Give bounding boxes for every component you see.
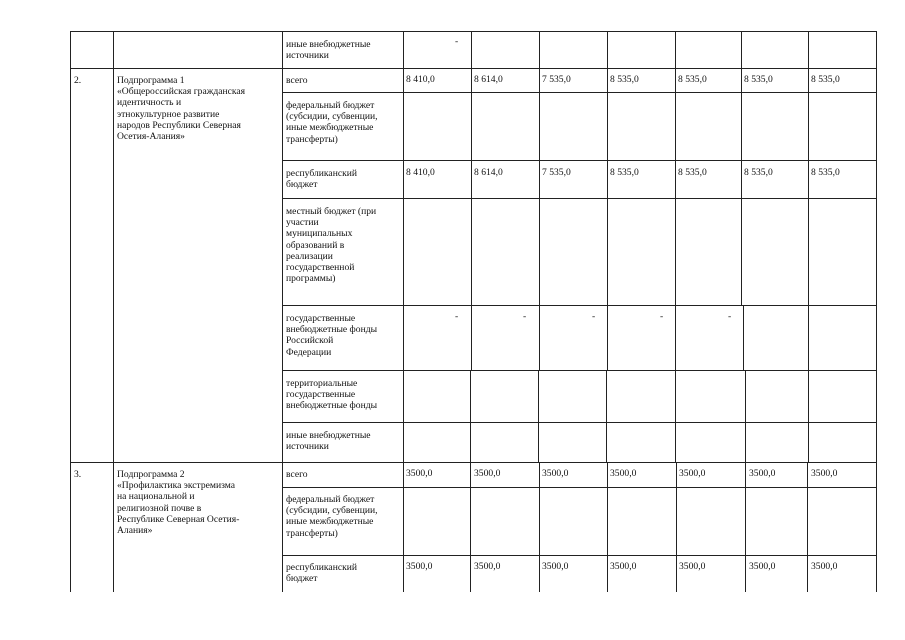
value-cell: 8 410,0 [406, 167, 435, 178]
row-number: 2. [74, 75, 82, 86]
value-cell: 8 410,0 [406, 74, 435, 85]
row-divider [282, 92, 876, 93]
value-cell: 8 535,0 [811, 167, 840, 178]
value-cell: 8 535,0 [610, 167, 639, 178]
column-divider [743, 305, 744, 370]
value-cell: 8 614,0 [474, 74, 503, 85]
value-cell: 3500,0 [542, 561, 569, 572]
source-label: республиканский бюджет [286, 562, 358, 585]
row-divider [282, 305, 876, 306]
value-cell: 8 535,0 [678, 167, 707, 178]
subprogram-name: Подпрограмма 2 «Профилактика экстремизма на национальной и религиозной почве в Республике Северная Осетия- Алания» [117, 469, 240, 537]
value-dash: - [592, 311, 596, 322]
value-dash: - [455, 36, 459, 47]
column-divider [676, 462, 677, 592]
row-divider [70, 68, 876, 69]
table-top-border [70, 31, 876, 32]
value-cell: 3500,0 [811, 561, 838, 572]
source-label: территориальные государственные внебюджетные фонды [286, 378, 378, 412]
value-dash: - [523, 311, 527, 322]
column-divider [606, 370, 607, 462]
source-label: федеральный бюджет (субсидии, субвенции, иные межбюджетные трансферты) [286, 100, 378, 145]
row-divider [282, 422, 876, 423]
row-divider [282, 555, 876, 556]
value-cell: 7 535,0 [542, 74, 571, 85]
value-cell: 3500,0 [749, 468, 776, 479]
column-divider [607, 462, 608, 592]
value-cell: 8 535,0 [811, 74, 840, 85]
source-label: местный бюджет (при участии муниципальных образований в реализации государственной программы) [286, 206, 377, 285]
value-cell: 3500,0 [542, 468, 569, 479]
value-dash: - [455, 311, 459, 322]
table-right-border [876, 31, 877, 592]
column-divider [745, 370, 746, 462]
value-cell: 3500,0 [474, 468, 501, 479]
value-cell: 3500,0 [811, 468, 838, 479]
value-dash: - [728, 311, 732, 322]
value-cell: 3500,0 [749, 561, 776, 572]
column-divider [70, 31, 71, 592]
column-divider [113, 31, 114, 592]
row-divider [282, 160, 876, 161]
value-cell: 8 614,0 [474, 167, 503, 178]
column-divider [675, 31, 676, 370]
column-divider [282, 31, 283, 592]
value-cell: 8 535,0 [744, 74, 773, 85]
column-divider [470, 462, 471, 592]
source-label: иные внебюджетные источники [286, 39, 371, 62]
source-label: всего [286, 75, 308, 86]
column-divider [808, 370, 809, 462]
value-cell: 3500,0 [474, 561, 501, 572]
column-divider [538, 370, 539, 462]
value-cell: 8 535,0 [678, 74, 707, 85]
column-divider [539, 462, 540, 592]
row-divider [282, 487, 876, 488]
column-divider [741, 31, 742, 305]
value-cell: 3500,0 [679, 468, 706, 479]
column-divider [470, 370, 471, 462]
value-cell: 3500,0 [406, 468, 433, 479]
column-divider [607, 31, 608, 370]
row-divider [70, 462, 876, 463]
value-cell: 7 535,0 [542, 167, 571, 178]
column-divider [745, 462, 746, 592]
column-divider [807, 462, 808, 592]
source-label: государственные внебюджетные фонды Российской Федерации [286, 313, 378, 358]
column-divider [808, 31, 809, 370]
value-cell: 3500,0 [610, 468, 637, 479]
row-number: 3. [74, 469, 82, 480]
source-label: федеральный бюджет (субсидии, субвенции, иные межбюджетные трансферты) [286, 494, 378, 539]
source-label: иные внебюджетные источники [286, 430, 371, 453]
column-divider [539, 31, 540, 370]
value-cell: 3500,0 [679, 561, 706, 572]
value-cell: 8 535,0 [744, 167, 773, 178]
source-label: республиканский бюджет [286, 168, 358, 191]
value-cell: 8 535,0 [610, 74, 639, 85]
value-dash: - [660, 311, 664, 322]
column-divider [675, 370, 676, 462]
subprogram-name: Подпрограмма 1 «Общероссийская гражданская идентичность и этнокультурное развитие народов Республики Северная Осетия-Алания» [117, 75, 246, 143]
column-divider [403, 31, 404, 592]
source-label: всего [286, 469, 308, 480]
column-divider [471, 31, 472, 370]
row-divider [282, 198, 876, 199]
value-cell: 3500,0 [610, 561, 637, 572]
value-cell: 3500,0 [406, 561, 433, 572]
row-divider [282, 370, 876, 371]
